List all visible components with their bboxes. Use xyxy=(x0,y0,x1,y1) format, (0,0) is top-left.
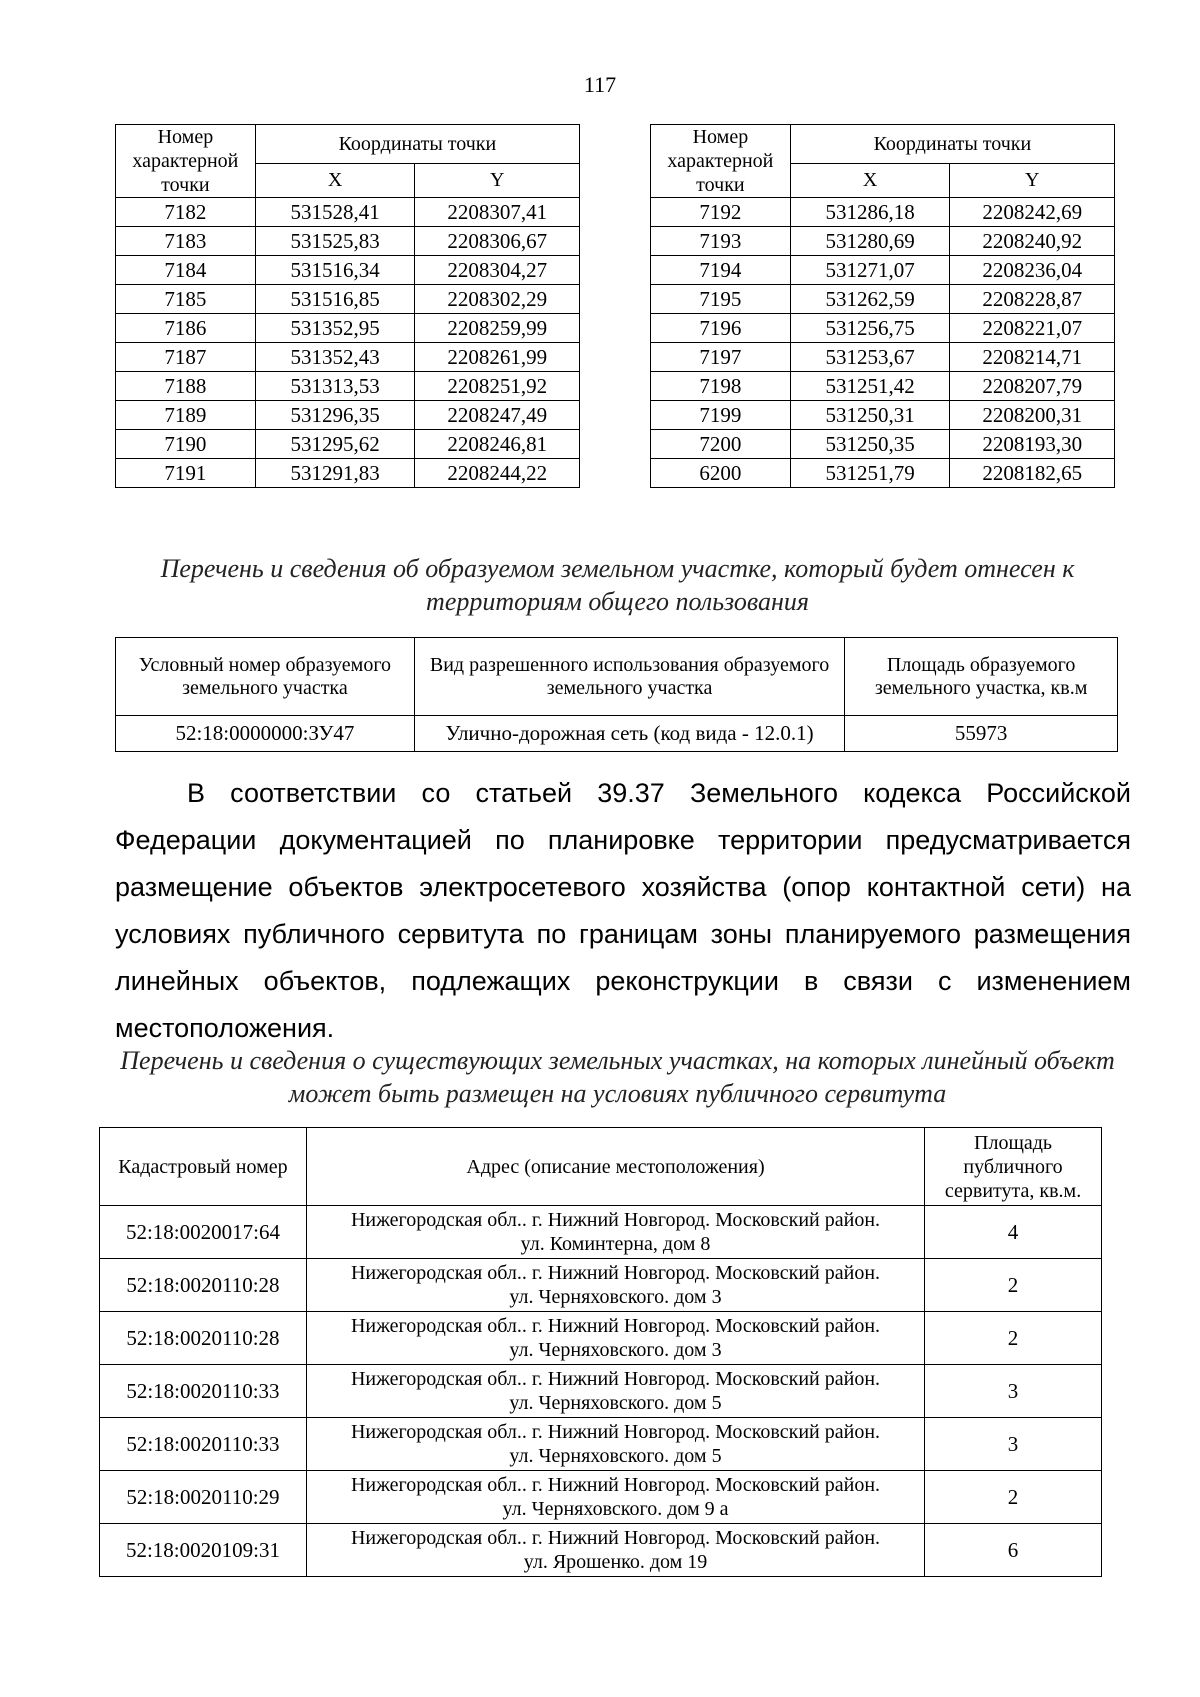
table-row xyxy=(651,227,1115,256)
point-number-cell: 7192 xyxy=(651,198,791,227)
page-number: 117 xyxy=(583,72,617,97)
header-coordinates: Координаты точки xyxy=(255,125,579,164)
table-row xyxy=(651,256,1115,285)
table-row xyxy=(100,1259,1102,1312)
cadastral-number-cell: 52:18:0020109:31 xyxy=(100,1524,307,1577)
x-coordinate-cell: 531250,35 xyxy=(790,430,950,459)
address-cell xyxy=(306,1259,924,1312)
table-row xyxy=(100,1418,1102,1471)
header-x: X xyxy=(255,163,415,197)
x-coordinate-cell: 531271,07 xyxy=(790,256,950,285)
address-line-2: ул. Черняховского. дом 3 xyxy=(509,1339,722,1361)
x-coordinate-cell: 531516,85 xyxy=(255,285,415,314)
servitude-area-cell: 6 xyxy=(925,1524,1102,1577)
y-coordinate-cell: 2208240,92 xyxy=(950,227,1115,256)
header-x: X xyxy=(790,163,950,197)
address-line-1: Нижегородская обл.. г. Нижний Новгород. Московский район. xyxy=(350,1421,881,1443)
point-number-cell: 7193 xyxy=(651,227,791,256)
table-row xyxy=(100,1471,1102,1524)
address-cell xyxy=(306,1471,924,1524)
header-point-number: Номер характерной точки xyxy=(651,125,791,198)
x-coordinate-cell: 531251,42 xyxy=(790,372,950,401)
paragraph-text: В соответствии со статьей 39.37 Земельного кодекса Российской Федерации документацией по планировке территории предусматривается размещение объектов электросетевого хозяйства (опор контактной сети) на условиях публичного сервитута по границам зоны планируемого размещения линейных объектов, подлежащих реконструкции в связи с изменением местоположения. xyxy=(115,778,1131,1043)
x-coordinate-cell: 531525,83 xyxy=(255,227,415,256)
point-number-cell: 7183 xyxy=(116,227,256,256)
header-address: Адрес (описание местоположения) xyxy=(306,1128,924,1206)
header-cadastral-number: Кадастровый номер xyxy=(100,1128,307,1206)
servitude-area-cell: 2 xyxy=(925,1471,1102,1524)
table-row xyxy=(116,459,580,488)
point-number-cell: 7182 xyxy=(116,198,256,227)
address-line-1: Нижегородская обл.. г. Нижний Новгород. Московский район. xyxy=(350,1474,881,1496)
point-number-cell: 7196 xyxy=(651,314,791,343)
header-plot-area: Площадь образуемого земельного участка, кв.м xyxy=(845,638,1118,716)
x-coordinate-cell: 531313,53 xyxy=(255,372,415,401)
header-servitude-area: Площадь публичного сервитута, кв.м. xyxy=(925,1128,1102,1206)
point-number-cell: 7199 xyxy=(651,401,791,430)
cadastral-number-cell: 52:18:0020110:28 xyxy=(100,1312,307,1365)
servitude-area-cell: 3 xyxy=(925,1418,1102,1471)
x-coordinate-cell: 531352,95 xyxy=(255,314,415,343)
table-row xyxy=(100,1312,1102,1365)
address-line-1: Нижегородская обл.. г. Нижний Новгород. Московский район. xyxy=(350,1527,881,1549)
servitude-area-cell: 2 xyxy=(925,1259,1102,1312)
table-row xyxy=(116,285,580,314)
servitude-area-cell: 3 xyxy=(925,1365,1102,1418)
table-row xyxy=(651,314,1115,343)
point-number-cell: 7184 xyxy=(116,256,256,285)
table-row xyxy=(651,459,1115,488)
y-coordinate-cell: 2208236,04 xyxy=(950,256,1115,285)
y-coordinate-cell: 2208244,22 xyxy=(415,459,580,488)
x-coordinate-cell: 531296,35 xyxy=(255,401,415,430)
address-line-2: ул. Коминтерна, дом 8 xyxy=(520,1233,711,1255)
coordinates-table-right xyxy=(650,124,1115,488)
x-coordinate-cell: 531528,41 xyxy=(255,198,415,227)
table-row xyxy=(651,343,1115,372)
y-coordinate-cell: 2208247,49 xyxy=(415,401,580,430)
y-coordinate-cell: 2208228,87 xyxy=(950,285,1115,314)
x-coordinate-cell: 531256,75 xyxy=(790,314,950,343)
address-cell xyxy=(306,1365,924,1418)
table-row xyxy=(116,256,580,285)
address-cell xyxy=(306,1524,924,1577)
y-coordinate-cell: 2208182,65 xyxy=(950,459,1115,488)
x-coordinate-cell: 531253,67 xyxy=(790,343,950,372)
table-row xyxy=(116,343,580,372)
point-number-cell: 7200 xyxy=(651,430,791,459)
x-coordinate-cell: 531286,18 xyxy=(790,198,950,227)
x-coordinate-cell: 531352,43 xyxy=(255,343,415,372)
table-row xyxy=(651,430,1115,459)
coordinates-right-body xyxy=(651,198,1115,488)
cadastral-number-cell: 52:18:0020017:64 xyxy=(100,1206,307,1259)
header-y: Y xyxy=(415,163,580,197)
servitude-table xyxy=(99,1127,1102,1577)
point-number-cell: 6200 xyxy=(651,459,791,488)
address-line-2: ул. Ярошенко. дом 19 xyxy=(523,1551,708,1573)
address-line-2: ул. Черняховского. дом 9 а xyxy=(502,1498,729,1520)
y-coordinate-cell: 2208246,81 xyxy=(415,430,580,459)
x-coordinate-cell: 531280,69 xyxy=(790,227,950,256)
address-line-2: ул. Черняховского. дом 5 xyxy=(509,1392,722,1414)
point-number-cell: 7186 xyxy=(116,314,256,343)
body-paragraph xyxy=(115,770,1131,1052)
servitude-body xyxy=(100,1206,1102,1577)
address-line-2: ул. Черняховского. дом 5 xyxy=(509,1445,722,1467)
header-conditional-number: Условный номер образуемого земельного участка xyxy=(116,638,415,716)
address-line-1: Нижегородская обл.. г. Нижний Новгород. Московский район. xyxy=(350,1209,881,1231)
table-row xyxy=(116,227,580,256)
table-row xyxy=(100,1206,1102,1259)
y-coordinate-cell: 2208304,27 xyxy=(415,256,580,285)
table-row xyxy=(116,198,580,227)
x-coordinate-cell: 531251,79 xyxy=(790,459,950,488)
table-row xyxy=(100,1365,1102,1418)
y-coordinate-cell: 2208307,41 xyxy=(415,198,580,227)
header-permitted-use: Вид разрешенного использования образуемого земельного участка xyxy=(414,638,844,716)
y-coordinate-cell: 2208207,79 xyxy=(950,372,1115,401)
coordinates-table-left xyxy=(115,124,580,488)
cadastral-number-cell: 52:18:0020110:28 xyxy=(100,1259,307,1312)
point-number-cell: 7188 xyxy=(116,372,256,401)
table-row xyxy=(651,198,1115,227)
point-number-cell: 7185 xyxy=(116,285,256,314)
table-row xyxy=(651,285,1115,314)
x-coordinate-cell: 531250,31 xyxy=(790,401,950,430)
address-cell xyxy=(306,1206,924,1259)
y-coordinate-cell: 2208261,99 xyxy=(415,343,580,372)
cadastral-number-cell: 52:18:0020110:33 xyxy=(100,1418,307,1471)
servitude-area-cell: 2 xyxy=(925,1312,1102,1365)
point-number-cell: 7190 xyxy=(116,430,256,459)
table-row xyxy=(116,401,580,430)
x-coordinate-cell: 531262,59 xyxy=(790,285,950,314)
address-line-1: Нижегородская обл.. г. Нижний Новгород. Московский район. xyxy=(350,1262,881,1284)
y-coordinate-cell: 2208200,31 xyxy=(950,401,1115,430)
point-number-cell: 7191 xyxy=(116,459,256,488)
point-number-cell: 7198 xyxy=(651,372,791,401)
formed-plot-table xyxy=(115,637,1118,752)
x-coordinate-cell: 531295,62 xyxy=(255,430,415,459)
plot-area: 55973 xyxy=(845,716,1118,752)
y-coordinate-cell: 2208302,29 xyxy=(415,285,580,314)
table-row xyxy=(651,401,1115,430)
header-coordinates: Координаты точки xyxy=(790,125,1114,164)
y-coordinate-cell: 2208251,92 xyxy=(415,372,580,401)
address-cell xyxy=(306,1418,924,1471)
x-coordinate-cell: 531516,34 xyxy=(255,256,415,285)
cadastral-number-cell: 52:18:0020110:33 xyxy=(100,1365,307,1418)
table-row xyxy=(116,372,580,401)
plot-number: 52:18:0000000:ЗУ47 xyxy=(116,716,415,752)
caption-public-territory-plot: Перечень и сведения об образуемом земельном участке, который будет отнесен к территориям общего пользования xyxy=(160,554,1075,616)
x-coordinate-cell: 531291,83 xyxy=(255,459,415,488)
table-row xyxy=(100,1524,1102,1577)
coordinates-left-body xyxy=(116,198,580,488)
servitude-area-cell: 4 xyxy=(925,1206,1102,1259)
cadastral-number-cell: 52:18:0020110:29 xyxy=(100,1471,307,1524)
table-row xyxy=(116,430,580,459)
y-coordinate-cell: 2208193,30 xyxy=(950,430,1115,459)
caption-servitude-plots: Перечень и сведения о существующих земельных участках, на которых линейный объект может быть размещен на условиях публичного сервитута xyxy=(120,1046,1115,1108)
address-line-2: ул. Черняховского. дом 3 xyxy=(509,1286,722,1308)
address-line-1: Нижегородская обл.. г. Нижний Новгород. Московский район. xyxy=(350,1315,881,1337)
address-line-1: Нижегородская обл.. г. Нижний Новгород. Московский район. xyxy=(350,1368,881,1390)
point-number-cell: 7194 xyxy=(651,256,791,285)
y-coordinate-cell: 2208259,99 xyxy=(415,314,580,343)
plot-use: Улично-дорожная сеть (код вида - 12.0.1) xyxy=(414,716,844,752)
point-number-cell: 7189 xyxy=(116,401,256,430)
y-coordinate-cell: 2208242,69 xyxy=(950,198,1115,227)
y-coordinate-cell: 2208306,67 xyxy=(415,227,580,256)
y-coordinate-cell: 2208214,71 xyxy=(950,343,1115,372)
y-coordinate-cell: 2208221,07 xyxy=(950,314,1115,343)
header-y: Y xyxy=(950,163,1115,197)
point-number-cell: 7187 xyxy=(116,343,256,372)
point-number-cell: 7197 xyxy=(651,343,791,372)
address-cell xyxy=(306,1312,924,1365)
point-number-cell: 7195 xyxy=(651,285,791,314)
table-row xyxy=(116,314,580,343)
header-point-number: Номер характерной точки xyxy=(116,125,256,198)
table-row xyxy=(651,372,1115,401)
